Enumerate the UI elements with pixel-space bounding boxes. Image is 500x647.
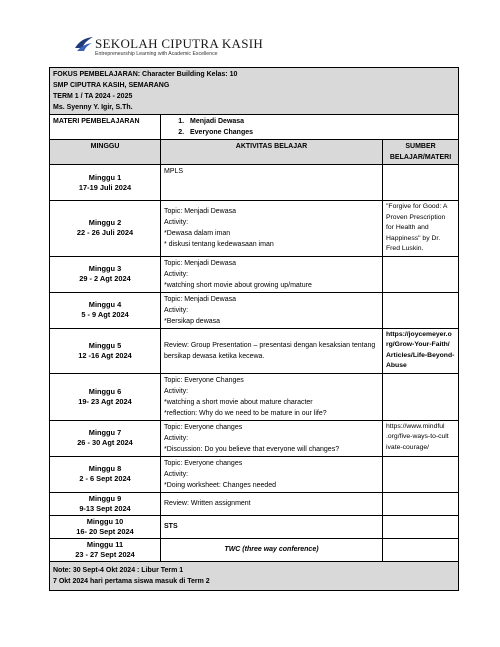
source-cell bbox=[383, 201, 459, 257]
table-row bbox=[50, 538, 459, 561]
week-label: Minggu 2 bbox=[88, 218, 122, 228]
source-line: Happiness" by Dr. bbox=[386, 234, 441, 242]
materi-item: 1. Menjadi Dewasa bbox=[186, 116, 455, 127]
source-cell bbox=[383, 292, 459, 328]
source-line: Fred Luskin. bbox=[386, 245, 424, 252]
term-line: TERM 1 / TA 2024 - 2025 bbox=[53, 93, 133, 100]
week-cell bbox=[50, 292, 161, 328]
week-date: 9-13 Sept 2024 bbox=[79, 503, 131, 513]
activity-cell bbox=[161, 165, 383, 201]
source-link[interactable]: .org/five-ways-to-cult bbox=[386, 433, 449, 440]
source-link[interactable]: ivate-courage/ bbox=[386, 443, 430, 451]
week-cell bbox=[50, 373, 161, 420]
activity-line: Topic: Menjadi Dewasa bbox=[164, 259, 236, 267]
activity-line: Topic: Everyone Changes bbox=[164, 376, 244, 384]
week-label: Minggu 9 bbox=[88, 493, 122, 503]
week-date: 17-19 Juli 2024 bbox=[78, 182, 132, 192]
activity-line: * diskusi tentang kedewasaan iman bbox=[164, 241, 274, 249]
school-name: SEKOLAH CIPUTRA KASIH bbox=[95, 36, 264, 51]
activity-line: *Doing worksheet: Changes needed bbox=[164, 481, 277, 489]
activity-line: *reflection: Why do we need to be mature in our life? bbox=[164, 409, 327, 417]
table-row bbox=[50, 492, 459, 515]
week-date: 5 - 9 Agt 2024 bbox=[81, 310, 129, 319]
source-line: Proven Prescription bbox=[386, 213, 446, 221]
teacher-line: Ms. Syenny Y. Igir, S.Th. bbox=[53, 104, 133, 111]
activity-line: Topic: Everyone changes bbox=[164, 459, 243, 467]
activity-line: Topic: Menjadi Dewasa bbox=[164, 295, 236, 303]
activity-cell bbox=[161, 328, 383, 373]
week-date: 2 - 6 Sept 2024 bbox=[79, 474, 131, 483]
activity-line: Topic: Menjadi Dewasa bbox=[164, 208, 236, 216]
week-cell bbox=[50, 165, 161, 201]
school-line: SMP CIPUTRA KASIH, SEMARANG bbox=[53, 82, 170, 89]
activity-line: *Bersikap dewasa bbox=[164, 317, 221, 325]
course-focus: FOKUS PEMBELAJARAN: Character Building Kelas: 10 bbox=[53, 71, 238, 78]
activity-line: Activity: bbox=[164, 219, 189, 227]
activity-line: Topic: Everyone changes bbox=[164, 423, 243, 431]
materi-list-cell bbox=[161, 115, 459, 140]
source-cell bbox=[383, 165, 459, 201]
source-line: "Forgive for Good: A bbox=[386, 203, 448, 210]
source-link[interactable]: https://www.mindful bbox=[386, 422, 445, 430]
week-date: 22 - 26 Juli 2024 bbox=[76, 228, 134, 238]
source-cell bbox=[383, 515, 459, 538]
week-label: Minggu 3 bbox=[88, 264, 122, 273]
week-cell bbox=[50, 492, 161, 515]
week-label: Minggu 5 bbox=[88, 340, 122, 350]
week-date: 19- 23 Agt 2024 bbox=[78, 396, 132, 406]
activity-line: *watching a short movie about mature character bbox=[164, 398, 313, 406]
activity-cell bbox=[161, 201, 383, 257]
materi-list bbox=[164, 116, 455, 138]
week-cell bbox=[50, 456, 161, 492]
syllabus-table bbox=[49, 67, 459, 591]
week-date: 29 - 2 Agt 2024 bbox=[79, 274, 131, 283]
materi-item: 2. Everyone Changes bbox=[186, 127, 455, 138]
week-date: 16- 20 Sept 2024 bbox=[76, 526, 134, 536]
activity-line: Activity: bbox=[164, 470, 189, 478]
week-cell bbox=[50, 420, 161, 456]
activity-line: Activity: bbox=[164, 270, 189, 278]
notes-cell bbox=[50, 561, 459, 590]
source-line: for Health and bbox=[386, 224, 429, 231]
school-logo bbox=[73, 34, 264, 62]
activity-line: TWC (three way conference) bbox=[224, 546, 319, 553]
col-sumber: SUMBER BELAJAR/MATERI bbox=[383, 140, 459, 165]
materi-label: MATERI PEMBELAJARAN bbox=[50, 115, 161, 140]
week-cell bbox=[50, 328, 161, 373]
source-link[interactable]: Abuse bbox=[386, 362, 407, 369]
week-label: Minggu 4 bbox=[88, 300, 122, 309]
note-line: Note: 30 Sept-4 Okt 2024 : Libur Term 1 bbox=[53, 566, 184, 574]
week-label: Minggu 6 bbox=[88, 386, 122, 396]
table-row bbox=[50, 292, 459, 328]
week-cell bbox=[50, 201, 161, 257]
week-cell bbox=[50, 538, 161, 561]
activity-line: MPLS bbox=[164, 168, 184, 175]
header-row bbox=[50, 68, 459, 115]
week-date: 26 - 30 Agt 2024 bbox=[77, 438, 133, 447]
source-cell bbox=[383, 420, 459, 456]
source-cell bbox=[383, 373, 459, 420]
source-cell bbox=[383, 538, 459, 561]
activity-line: STS bbox=[164, 523, 178, 530]
week-cell bbox=[50, 256, 161, 292]
activity-line: *Dewasa dalam iman bbox=[164, 230, 231, 238]
activity-cell bbox=[161, 256, 383, 292]
activity-line: Review: Written assignment bbox=[164, 500, 251, 507]
activity-line: *Discussion: Do you believe that everyone will changes? bbox=[164, 445, 340, 453]
column-header-row bbox=[50, 140, 459, 165]
activity-line: bersikap dewasa ketika kecewa. bbox=[164, 352, 265, 360]
activity-line: *watching short movie about growing up/mature bbox=[164, 281, 312, 289]
note-line: 7 Okt 2024 hari pertama siswa masuk di Term 2 bbox=[53, 577, 210, 585]
school-emblem-icon bbox=[73, 34, 95, 56]
activity-cell bbox=[161, 456, 383, 492]
table-row bbox=[50, 165, 459, 201]
activity-line: Activity: bbox=[164, 434, 189, 442]
source-cell bbox=[383, 456, 459, 492]
activity-cell bbox=[161, 292, 383, 328]
table-row bbox=[50, 201, 459, 257]
source-cell bbox=[383, 256, 459, 292]
notes-row bbox=[50, 561, 459, 590]
col-aktivitas: AKTIVITAS BELAJAR bbox=[161, 140, 383, 165]
table-row bbox=[50, 515, 459, 538]
course-header bbox=[50, 68, 459, 115]
activity-cell bbox=[161, 420, 383, 456]
week-date: 23 - 27 Sept 2024 bbox=[75, 549, 135, 559]
week-label: Minggu 1 bbox=[88, 172, 122, 182]
table-row bbox=[50, 456, 459, 492]
source-cell bbox=[383, 328, 459, 373]
week-cell bbox=[50, 515, 161, 538]
source-link[interactable]: Articles/Life-Beyond- bbox=[386, 351, 455, 359]
activity-line: Review: Group Presentation – presentasi dengan kesaksian tentang bbox=[164, 341, 376, 349]
table-row bbox=[50, 256, 459, 292]
activity-line: Activity: bbox=[164, 306, 189, 314]
source-cell bbox=[383, 492, 459, 515]
week-label: Minggu 7 bbox=[88, 428, 122, 437]
materi-row bbox=[50, 115, 459, 140]
school-tagline: Entrepreneurship Learning with Academic Excellence bbox=[95, 51, 218, 57]
week-label: Minggu 10 bbox=[86, 516, 124, 526]
week-date: 12 -16 Agt 2024 bbox=[78, 350, 132, 360]
source-link[interactable]: rg/Grow-Your-Faith/ bbox=[386, 341, 450, 348]
week-label: Minggu 11 bbox=[86, 539, 124, 549]
col-minggu: MINGGU bbox=[50, 140, 161, 165]
activity-cell bbox=[161, 515, 383, 538]
table-row bbox=[50, 420, 459, 456]
activity-cell bbox=[161, 492, 383, 515]
table-row bbox=[50, 373, 459, 420]
table-row bbox=[50, 328, 459, 373]
activity-line: Activity: bbox=[164, 387, 189, 395]
activity-cell bbox=[161, 373, 383, 420]
activity-cell bbox=[161, 538, 383, 561]
source-link[interactable]: https://joycemeyer.o bbox=[386, 330, 452, 338]
week-label: Minggu 8 bbox=[88, 464, 122, 473]
